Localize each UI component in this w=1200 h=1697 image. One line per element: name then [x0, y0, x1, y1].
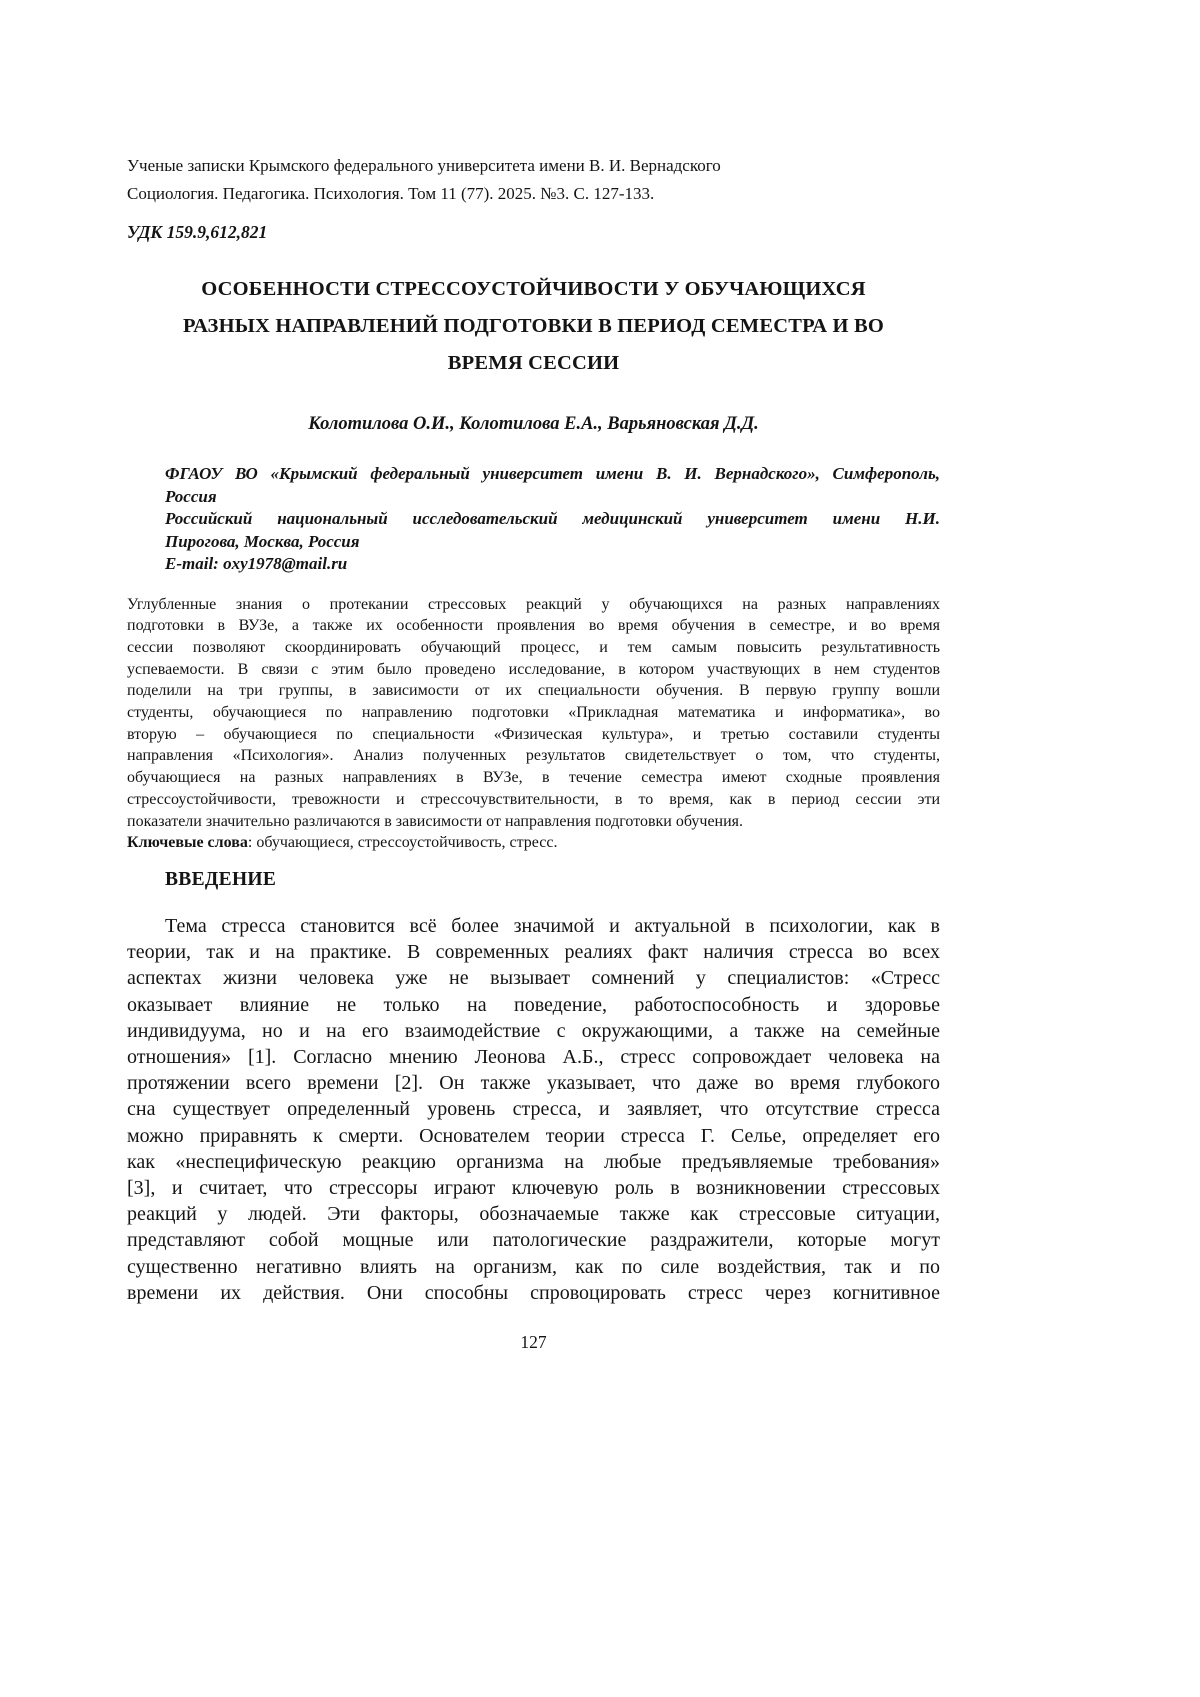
abstract-line: успеваемости. В связи с этим было проведено исследование, в котором участвующих в нем студентов: [127, 660, 940, 678]
section-heading-introduction: ВВЕДЕНИЕ: [165, 868, 277, 890]
body-line: протяжении всего времени [2]. Он также указывает, что даже во время глубокого: [127, 1072, 940, 1095]
udc-code: УДК 159.9,612,821: [127, 222, 268, 242]
abstract-line: сессии позволяют скоординировать обучающий процесс, и тем самым повысить результативность: [127, 638, 940, 656]
article-title-line: ВРЕМЯ СЕССИИ: [447, 352, 620, 374]
keywords-label: Ключевые слова: [127, 834, 248, 852]
body-line: представляют собой мощные или патологические раздражители, которые могут: [127, 1229, 940, 1252]
article-content: [127, 0, 940, 1353]
abstract-line: показатели значительно различаются в зависимости от направления подготовки обучения.: [127, 812, 744, 830]
article-title-line: ОСОБЕННОСТИ СТРЕССОУСТОЙЧИВОСТИ У ОБУЧАЮЩИХСЯ: [201, 278, 866, 300]
body-line: Тема стресса становится всё более значимой и актуальной в психологии, как в: [165, 914, 940, 937]
keywords-line: [127, 832, 940, 854]
page-number: 127: [520, 1331, 547, 1352]
affiliation-line: Пирогова, Москва, Россия: [165, 531, 360, 551]
body-line: как «неспецифическую реакцию организма на любые предъявляемые требования»: [127, 1150, 940, 1173]
body-line: существенно негативно влиять на организм, как по силе воздействия, так и по: [127, 1255, 940, 1278]
affiliation-line: Российский национальный исследовательский медицинский университет имени Н.И.: [165, 509, 940, 528]
body-paragraph: [127, 913, 940, 1306]
journal-header: [127, 152, 940, 208]
body-line: индивидуума, но и на его взаимодействие с окружающими, а также на семейные: [127, 1019, 940, 1042]
email-line: E-mail: oxy1978@mail.ru: [165, 554, 348, 573]
body-line: можно приравнять к смерти. Основателем теории стресса Г. Селье, определяет его: [127, 1124, 940, 1147]
body-line: теории, так и на практике. В современных реалиях факт наличия стресса во всех: [127, 941, 940, 964]
article-title: [127, 271, 940, 382]
abstract-line: студенты, обучающиеся по направлению подготовки «Прикладная математика и информатика», во: [127, 704, 940, 722]
abstract-line: подготовки в ВУЗе, а также их особенности проявления во время обучения в семестре, и во время: [127, 617, 940, 635]
affiliation-line: ФГАОУ ВО «Крымский федеральный университет имени В. И. Вернадского», Симферополь,: [165, 464, 940, 483]
journal-header-line2: Социология. Педагогика. Психология. Том 11 (77). 2025. №3. С. 127-133.: [127, 184, 655, 203]
abstract-line: Углубленные знания о протекании стрессовых реакций у обучающихся на разных направлениях: [127, 595, 940, 613]
body-line: сна существует определенный уровень стресса, и заявляет, что отсутствие стресса: [127, 1098, 940, 1121]
abstract-line: поделили на три группы, в зависимости от их специальности обучения. В первую группу вошли: [127, 682, 940, 700]
keywords-text: : обучающиеся, стрессоустойчивость, стресс.: [247, 834, 558, 852]
body-line: аспектах жизни человека уже не вызывает сомнений у специалистов: «Стресс: [127, 967, 940, 990]
abstract-block: [127, 594, 940, 854]
abstract-line: вторую – обучающиеся по специальности «Физическая культура», и третью составили студенты: [127, 725, 940, 743]
affiliation-block: [165, 463, 940, 576]
authors-line: Колотилова О.И., Колотилова Е.А., Варьяновская Д.Д.: [308, 414, 759, 434]
article-title-line: РАЗНЫХ НАПРАВЛЕНИЙ ПОДГОТОВКИ В ПЕРИОД СЕМЕСТРА И ВО: [182, 315, 885, 337]
abstract-line: стрессоустойчивости, тревожности и стрессочувствительности, в то время, как в период сессии эти: [127, 790, 940, 808]
abstract-line: обучающиеся на разных направлениях в ВУЗе, в течение семестра имеют сходные проявления: [127, 769, 940, 787]
body-line: реакций у людей. Эти факторы, обозначаемые также как стрессовые ситуации,: [127, 1203, 940, 1226]
abstract-line: направления «Психология». Анализ полученных результатов свидетельствует о том, что студенты,: [127, 747, 940, 765]
affiliation-line: Россия: [165, 486, 217, 506]
body-line: оказывает влияние не только на поведение, работоспособность и здоровье: [127, 993, 940, 1016]
journal-header-line1: Ученые записки Крымского федерального университета имени В. И. Вернадского: [127, 156, 721, 175]
body-line: отношения» [1]. Согласно мнению Леонова А.Б., стресс сопровождает человека на: [127, 1045, 940, 1068]
body-line: [3], и считает, что стрессоры играют ключевую роль в возникновении стрессовых: [127, 1176, 940, 1199]
body-line: времени их действия. Они способны спровоцировать стресс через когнитивное: [127, 1281, 940, 1304]
